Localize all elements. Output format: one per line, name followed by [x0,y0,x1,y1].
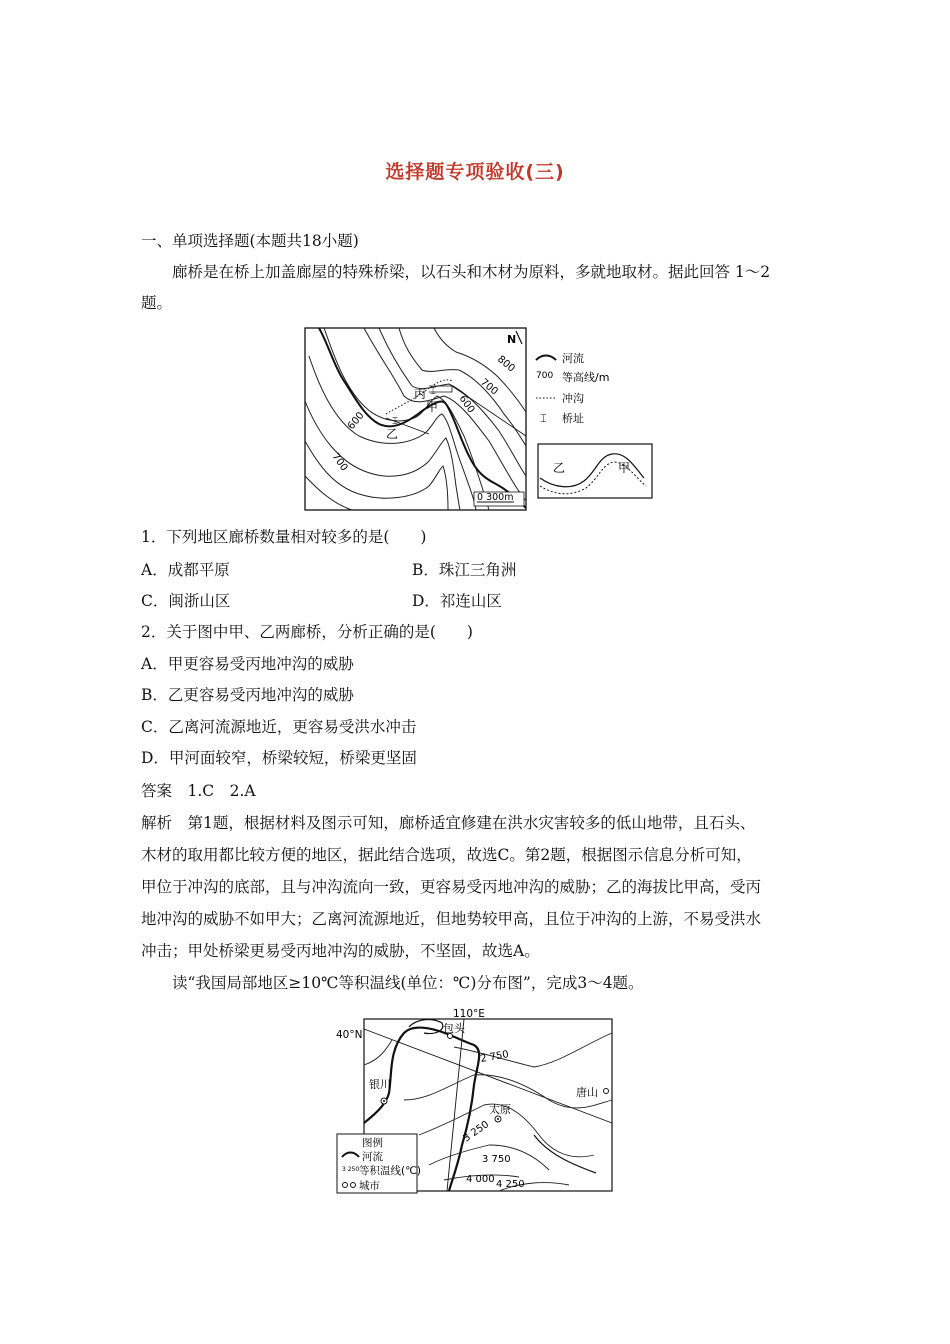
legend-river-icon [536,356,556,361]
city-tangshan: 唐山 [576,1086,598,1099]
bridge-icon: ⌶ [392,416,398,427]
north-arrow-icon: N [507,333,517,346]
analysis-line: 冲击；甲处桥梁更易受丙地冲沟的威胁，不坚固，故选A。 [141,942,540,960]
contour-label: 700 [478,376,500,398]
legend-contour-value: 700 [536,371,554,381]
contour-map-figure [304,326,656,512]
page-title: 选择题专项验收(三) [385,161,565,183]
legend2-title: 图例 [362,1137,383,1149]
q1-stem: 1．下列地区廊桥数量相对较多的是( ) [141,528,427,546]
isotherm-label: 2 750 [479,1049,510,1065]
q1-option-c: C．闽浙山区 [141,592,231,610]
label-yi: 乙 [386,427,399,441]
analysis-line: 甲位于冲沟的底部，且与冲沟流向一致，更容易受丙地冲沟的威胁；乙的海拔比甲高，受丙 [141,878,762,896]
legend-river: 河流 [562,352,584,365]
contour-label: 600 [345,410,367,432]
isotherm-label: 3 750 [482,1154,511,1165]
analysis-line: 地冲沟的威胁不如甲大；乙离河流源地近，但地势较甲高，且位于冲沟的上游，不易受洪水 [141,910,762,928]
legend2-river: 河流 [362,1151,383,1163]
intro-text-1: 廊桥是在桥上加盖廊屋的特殊桥梁，以石头和木材为原料，多就地取材。据此回答 1～2 [172,263,771,281]
q2-option-a: A．甲更容易受丙地冲沟的威胁 [141,655,354,673]
q1-option-a: A．成都平原 [141,561,230,579]
q2-stem: 2．关于图中甲、乙两廊桥，分析正确的是( ) [141,623,473,641]
river-line [319,328,526,508]
legend2-city: 城市 [359,1180,380,1192]
legend-bridge: 桥址 [562,412,584,425]
section-heading: 一、单项选择题(本题共18小题) [141,232,359,250]
answer-line: 答案 1.C 2.A [141,782,256,800]
isotherm-label: 4 250 [496,1179,525,1190]
city-taiyuan: 太原 [489,1103,511,1116]
q1-option-d: D．祁连山区 [412,592,502,610]
isotherm-label: 3 250 [461,1119,492,1145]
contour-label: 700 [329,451,350,474]
q2-option-d: D．甲河面较窄，桥梁较短，桥梁更坚固 [141,749,417,767]
legend2-iso-sample: 3 250 [342,1166,360,1173]
legend2-isotherm: 等积温线(℃) [359,1165,421,1177]
city-baotou: 包头 [443,1022,465,1035]
bridge-icon: ⌶ [430,386,436,397]
inset-label-jia: 甲 [618,461,631,475]
legend-contour: 等高线/m [562,371,610,384]
intro-text-2: 读“我国局部地区≥10℃等积温线(单位：℃)分布图”，完成3～4题。 [172,974,644,992]
latitude-label: 40°N [336,1029,363,1041]
q1-option-b: B．珠江三角洲 [412,561,517,579]
isotherm-map-figure [334,1005,616,1195]
intro-text-1-cont: 题。 [141,294,173,312]
isotherm-label: 4 000 [466,1174,495,1185]
analysis-line: 解析 第1题，根据材料及图示可知，廊桥适宜修建在洪水灾害较多的低山地带，且石头、 [141,814,756,832]
label-bing: 丙 [414,387,427,401]
city-icon [604,1089,609,1094]
contour-label: 600 [456,393,477,416]
q2-option-b: B．乙更容易受丙地冲沟的威胁 [141,686,354,704]
legend-bridge-icon: ⌶ [540,412,547,425]
analysis-line: 木材的取用都比较方便的地区，据此结合选项，故选C。第2题，根据图示信息分析可知， [141,846,752,864]
contour-label: 800 [495,353,517,375]
q2-option-c: C．乙离河流源地近，更容易受洪水冲击 [141,718,417,736]
scale-bar: 0 300m [477,492,514,503]
legend-gully: 冲沟 [562,392,584,405]
longitude-label: 110°E [453,1008,485,1020]
inset-label-yi: 乙 [553,461,566,475]
legend2-city-icon [343,1183,348,1188]
city-yinchuan: 银川 [369,1078,391,1091]
label-jia: 甲 [426,400,439,414]
